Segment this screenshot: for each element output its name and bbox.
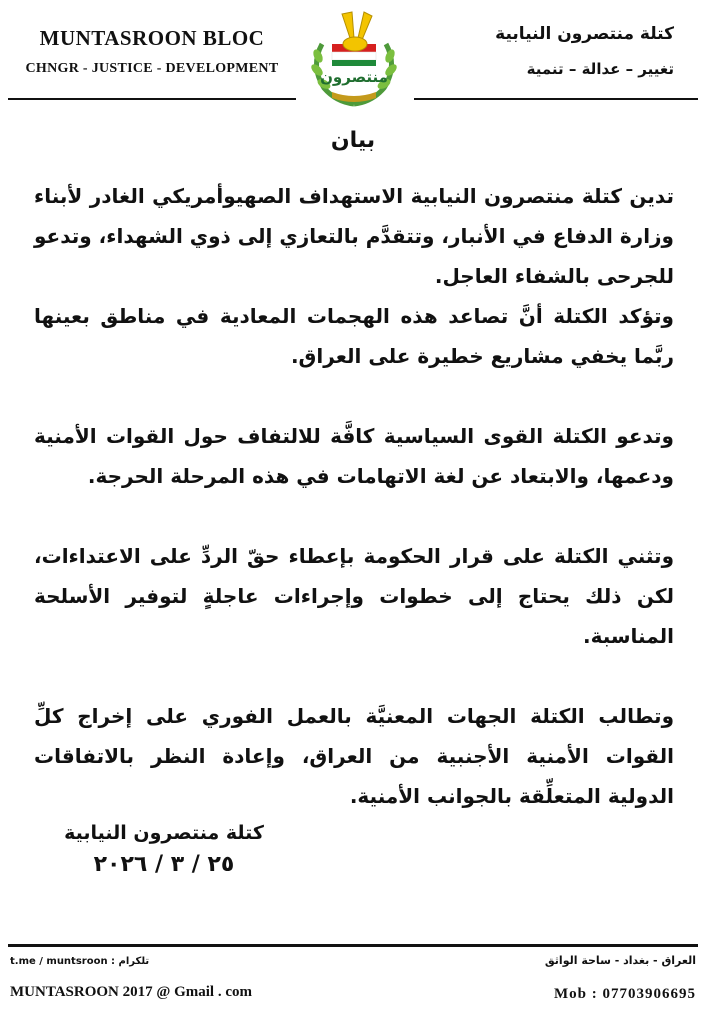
signature-org: كتلة منتصرون النيابية [64, 822, 264, 844]
header-english [22, 26, 282, 77]
statement-title: بيان [330, 128, 376, 153]
statement-paragraph: وتثني الكتلة على قرار الحكومة بإعطاء حقّ الردِّ على الاعتداءات، لكن ذلك يحتاج إلى خطوات وإجراءات عاجلةٍ لتوفير الأسلحة المناسبة. [34, 544, 674, 648]
statement-paragraph: وتؤكد الكتلة أنَّ تصاعد هذه الهجمات المعادية في مناطق بعينها ربَّما يخفي مشاريع خطيرة على العراق. [34, 304, 674, 368]
header-english-subtitle: CHNGR - JUSTICE - DEVELOPMENT [25, 61, 279, 76]
muntasroon-logo [302, 4, 406, 112]
footer-address: العراق - بغداد - ساحة الواثق [544, 954, 696, 967]
victory-hand-icon [342, 12, 354, 38]
statement-paragraph: وتدعو الكتلة القوى السياسية كافَّة للالتفاف حول القوات الأمنية ودعمها، والابتعاد عن لغة الاتهامات في هذه المرحلة الحرجة. [34, 424, 674, 488]
statement-paragraph: وتطالب الكتلة الجهات المعنيَّة بالعمل الفوري على إخراج كلِّ القوات الأمنية الأجنبية من العراق، وإعادة النظر بالاتفاقات الدولية المتعلِّقة بالجوانب الأمنية. [34, 704, 674, 808]
signature-block [44, 822, 284, 877]
header-divider-right [414, 98, 698, 100]
statement-date: ٢٥ / ٣ / ٢٠٢٦ [93, 852, 235, 877]
statement-body [34, 176, 674, 816]
footer-mobile: Mob : 07703906695 [554, 986, 696, 1002]
header-arabic-subtitle: تغيير – عدالة – تنمية [526, 60, 674, 78]
header-english-title: MUNTASROON BLOC [39, 26, 265, 50]
header-divider-left [8, 98, 296, 100]
header-arabic-title: كتلة منتصرون النيابية [495, 24, 674, 44]
statement-paragraph: تدين كتلة منتصرون النيابية الاستهداف الصهيوأمريكي الغادر لأبناء وزارة الدفاع في الأنبار، وتتقدَّم بالتعازي إلى ذوي الشهداء، وتدعو للجرحى بالشفاء العاجل. [34, 184, 674, 288]
header-arabic [444, 24, 674, 78]
footer-telegram: t.me / muntsroon : تلكرام [10, 956, 150, 967]
footer-email: MUNTASROON 2017 @ Gmail . com [10, 984, 252, 1000]
footer-divider [8, 944, 698, 947]
flag-green-stripe [332, 60, 376, 66]
logo-name-text: منتصرون [320, 68, 388, 86]
